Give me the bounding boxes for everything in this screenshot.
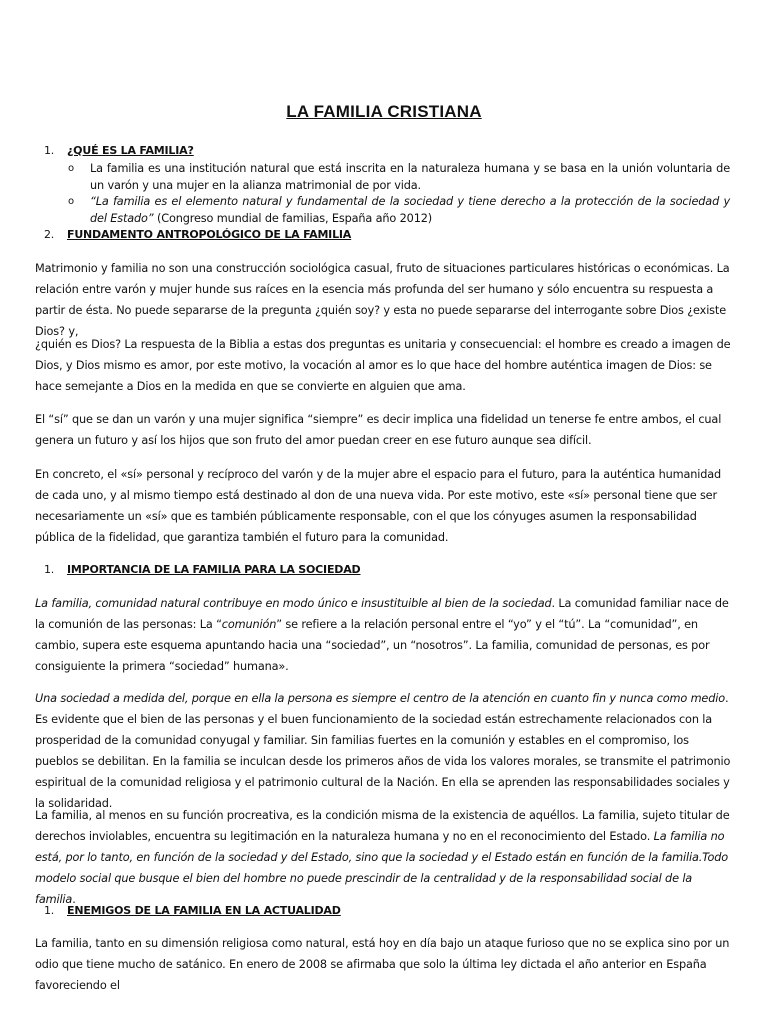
bullet-item [68,160,730,194]
paragraph: Matrimonio y familia no son una construcción sociológica casual, fruto de situaciones particulares históricas o económicas. La relación entre varón y mujer hunde sus raíces en la esencia más profunda del ser humano y sólo encuentra su respuesta a partir de ésta. No puede separarse de la pregunta ¿quién soy? y esta no puede separarse del interrogante sobre Dios ¿existe Dios? y, [35,262,730,338]
circle-bullet-icon: o [68,196,74,207]
quote-text: “La familia es el elemento natural y fundamental de la sociedad y tiene derecho a la protección de la sociedad y del Estado” [90,195,730,225]
section-heading-fundamento [44,228,351,241]
heading-text: ENEMIGOS DE LA FAMILIA EN LA ACTUALIDAD [67,904,341,917]
text-run: ” se refiere a la relación personal entre el “yo” y el “tú”. La “comunidad”, en cambio, supera este esquema apuntando hacia una “sociedad”, un “nosotros”. La familia, comunidad de personas, es por consiguiente la primera “sociedad” humana». [35,618,710,673]
document-title: LA FAMILIA CRISTIANA [286,102,482,121]
text-run: La familia, al menos en su función procreativa, es la condición misma de la existencia de aquéllos. La familia, sujeto titular de derechos inviolables, encuentra su legitimación en la naturaleza humana y no en el reconocimiento del Estado. [35,809,730,843]
text-run: . [72,893,76,906]
list-number: 2. [44,228,55,241]
italic-text: La familia, comunidad natural contribuye en modo único e insustituible al bien de la sociedad [35,597,552,610]
paragraph [35,805,731,910]
paragraph: ¿quién es Dios? La respuesta de la Biblia a estas dos preguntas es unitaria y consecuencial: el hombre es creado a imagen de Dios, y Dios mismo es amor, por este motivo, la vocación al amor es lo que hace del hombre auténtica imagen de Dios: se hace semejante a Dios en la medida en que se convierte en alguien que ama. [35,338,731,393]
italic-text: Una sociedad a medida del, porque en ella la persona es siempre el centro de la atención en cuanto fin y nunca como medio [35,692,725,705]
italic-text: comunión [221,618,277,631]
heading-text: IMPORTANCIA DE LA FAMILIA PARA LA SOCIEDAD [67,563,361,576]
paragraph: El “sí” que se dan un varón y una mujer significa “siempre” es decir implica una fidelidad un tenerse fe entre ambos, el cual genera un futuro y así los hijos que son fruto del amor puedan creer en ese futuro aunque sea difícil. [35,413,722,447]
circle-bullet-icon: o [68,163,74,174]
list-number: 1. [44,144,55,157]
paragraph: La familia, tanto en su dimensión religiosa como natural, está hoy en día bajo un ataque furioso que no se explica sino por un odio que tiene mucho de satánico. En enero de 2008 se afirmaba que solo la última ley dictada el año anterior en España favoreciendo el [35,937,730,992]
section-heading-enemigos [44,904,341,917]
text-run: . La comunidad familiar nace de la comunión de las personas: La “ [35,597,729,631]
list-number: 1. [44,563,55,576]
list-number: 1. [44,904,55,917]
section-heading-importancia [44,563,360,576]
citation-text: (Congreso mundial de familias, España año 2012) [153,212,433,225]
bullet-text: La familia es una institución natural que está inscrita en la naturaleza humana y se basa en la unión voluntaria de un varón y una mujer en la alianza matrimonial de por vida. [90,162,730,192]
paragraph: En concreto, el «sí» personal y recíproco del varón y de la mujer abre el espacio para el futuro, para la auténtica humanidad de cada uno, y al mismo tiempo está destinado al don de una nueva vida. Por este motivo, este «sí» personal tiene que ser necesariamente un «sí» que es también públicamente responsable, con el que los cónyuges asumen la responsabilidad pública de la fidelidad, que garantiza también el futuro para la comunidad. [35,468,722,544]
italic-text: La familia no está, por lo tanto, en función de la sociedad y del Estado, sino que la sociedad y el Estado están en función de la familia.Todo modelo social que busque el bien del hombre no puede prescindir de la centralidad y de la responsabilidad social de la familia [35,830,729,906]
bullet-text [90,193,730,227]
heading-text: ¿QUÉ ES LA FAMILIA? [67,144,194,157]
text-run: . Es evidente que el bien de las personas y el buen funcionamiento de la sociedad están estrechamente relacionados con la prosperidad de la comunidad conyugal y familiar. Sin familias fuertes en la comunión y estables en el compromiso, los pueblos se debilitan. En la familia se inculcan desde los primeros años de vida los valores morales, se transmite el patrimonio espiritual de la comunidad religiosa y el patrimonio cultural de la Nación. En ella se aprenden las responsabilidades sociales y la solidaridad. [35,692,731,810]
bullet-item [68,193,730,227]
section-heading-que-es-la-familia [44,144,194,157]
paragraph [35,688,731,814]
heading-text: FUNDAMENTO ANTROPOLÓGICO DE LA FAMILIA [67,228,352,241]
paragraph [35,593,731,677]
